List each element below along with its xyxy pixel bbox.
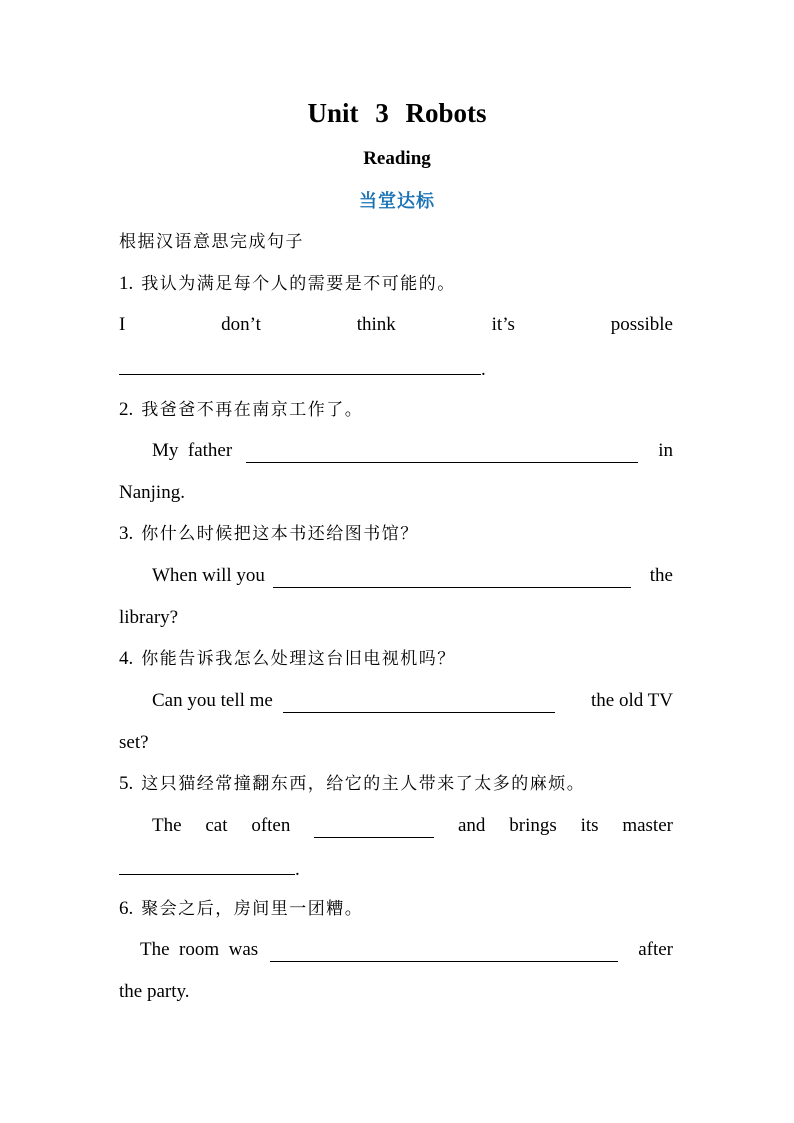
- answer-blank[interactable]: [119, 856, 295, 875]
- question-2-english: [152, 439, 673, 463]
- question-4-english: [152, 689, 673, 713]
- word: don’t: [221, 314, 261, 335]
- question-chinese: 聚会之后，房间里一团糟。: [141, 899, 364, 919]
- answer-blank[interactable]: [119, 356, 481, 375]
- word: I: [119, 314, 126, 335]
- end-punct: .: [481, 359, 486, 380]
- page-subtitle: Reading: [363, 148, 431, 169]
- question-5-prompt: [119, 772, 673, 796]
- word: it’s: [491, 314, 515, 335]
- question-1-prompt: [119, 272, 673, 296]
- question-4-continuation: set?: [119, 732, 149, 753]
- word: often: [251, 815, 291, 836]
- sentence-end: in: [658, 440, 673, 461]
- question-number: 2.: [119, 399, 134, 420]
- question-6-prompt: [119, 897, 673, 921]
- sentence-start: My father: [152, 440, 233, 461]
- question-6-english: [140, 938, 673, 962]
- answer-blank[interactable]: [246, 444, 638, 463]
- page-title: Unit 3 Robots: [307, 98, 487, 128]
- question-chinese: 你什么时候把这本书还给图书馆？: [141, 524, 419, 544]
- word: cat: [205, 815, 228, 836]
- question-5-answer-line: [119, 856, 673, 882]
- question-5-english: [152, 814, 673, 838]
- sentence-end: the: [649, 565, 673, 586]
- section-heading: 当堂达标: [359, 191, 435, 212]
- word: master: [622, 815, 673, 836]
- word: think: [356, 314, 396, 335]
- word: its: [580, 815, 599, 836]
- question-2-continuation: Nanjing.: [119, 482, 185, 503]
- question-number: 3.: [119, 523, 134, 544]
- question-number: 4.: [119, 648, 134, 669]
- answer-blank[interactable]: [273, 569, 631, 588]
- question-1-english: [119, 313, 673, 337]
- word: brings: [509, 815, 557, 836]
- instruction: 根据汉语意思完成句子: [119, 232, 304, 252]
- answer-blank[interactable]: [314, 819, 434, 838]
- question-3-prompt: [119, 522, 673, 546]
- question-chinese: 你能告诉我怎么处理这台旧电视机吗？: [141, 649, 456, 669]
- answer-blank[interactable]: [270, 943, 618, 962]
- question-3-english: [152, 564, 673, 588]
- word: The: [152, 815, 182, 836]
- sentence-end: the old TV: [591, 690, 673, 711]
- sentence-start: The room was: [140, 939, 259, 960]
- question-number: 1.: [119, 273, 134, 294]
- question-4-prompt: [119, 647, 673, 671]
- word: possible: [610, 314, 673, 335]
- question-chinese: 这只猫经常撞翻东西，给它的主人带来了太多的麻烦。: [141, 774, 586, 794]
- sentence-start: When will you: [152, 565, 265, 586]
- question-chinese: 我认为满足每个人的需要是不可能的。: [141, 274, 456, 294]
- question-number: 5.: [119, 773, 134, 794]
- question-2-prompt: [119, 398, 673, 422]
- end-punct: .: [295, 859, 300, 880]
- sentence-end: after: [638, 939, 673, 960]
- word: and: [458, 815, 486, 836]
- question-6-continuation: the party.: [119, 981, 190, 1002]
- answer-blank[interactable]: [283, 694, 555, 713]
- question-3-continuation: library?: [119, 607, 179, 628]
- question-1-answer-line: [119, 356, 673, 382]
- sentence-start: Can you tell me: [152, 690, 273, 711]
- question-number: 6.: [119, 898, 134, 919]
- question-chinese: 我爸爸不再在南京工作了。: [141, 400, 364, 420]
